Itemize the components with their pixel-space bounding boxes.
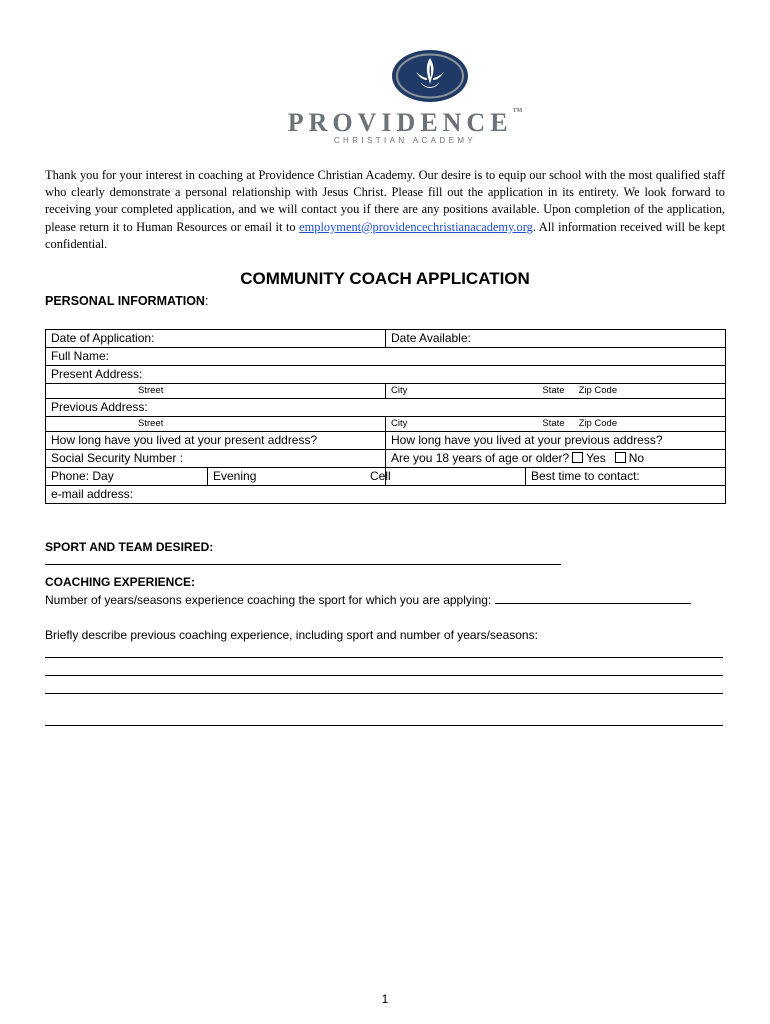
phone-cell-field[interactable]: Cell bbox=[386, 468, 526, 486]
previous-city-state-zip-field[interactable]: City State Zip Code bbox=[386, 417, 726, 432]
document-title: COMMUNITY COACH APPLICATION bbox=[240, 269, 530, 288]
intro-paragraph: Thank you for your interest in coaching at Providence Christian Academy. Our desire is to equip our school with the most qualified staff who clearly demonstrate a personal relationship with Jesus Christ. Please fill out the application in its entirety. We look forward to receiving your completed application, and we will contact you if there are any positions available. Upon completion of the application, please return it to Human Resources or email it to employment@providencechristianacademy.org. All information received will be kept confidential. bbox=[45, 168, 726, 251]
present-city-state-zip-field[interactable]: City State Zip Code bbox=[386, 384, 726, 399]
logo-subtitle: CHRISTIAN ACADEMY bbox=[333, 136, 477, 145]
sport-team-label: SPORT AND TEAM DESIRED: bbox=[45, 540, 214, 554]
present-address-field[interactable]: Present Address: bbox=[46, 366, 726, 384]
personal-info-heading: PERSONAL INFORMATION: bbox=[45, 294, 209, 308]
school-logo bbox=[0, 48, 770, 148]
yes-checkbox[interactable] bbox=[572, 452, 583, 463]
best-time-field[interactable]: Best time to contact: bbox=[526, 468, 726, 486]
describe-line[interactable] bbox=[45, 675, 723, 676]
phone-evening-field[interactable]: Evening bbox=[208, 468, 386, 486]
page-number: 1 bbox=[381, 992, 389, 1006]
ssn-field[interactable]: Social Security Number : bbox=[46, 450, 386, 468]
full-name-field[interactable]: Full Name: bbox=[46, 348, 726, 366]
phone-day-field[interactable]: Phone: Day bbox=[46, 468, 208, 486]
present-duration-field[interactable]: How long have you lived at your present address? bbox=[46, 432, 386, 450]
describe-line[interactable] bbox=[45, 693, 723, 694]
years-experience-input[interactable] bbox=[495, 593, 691, 604]
no-checkbox[interactable] bbox=[615, 452, 626, 463]
present-street-field[interactable]: Street bbox=[46, 384, 386, 399]
date-of-application-field[interactable]: Date of Application: bbox=[46, 330, 386, 348]
date-available-field[interactable]: Date Available: bbox=[386, 330, 726, 348]
previous-duration-field[interactable]: How long have you lived at your previous address? bbox=[386, 432, 726, 450]
age-question: Are you 18 years of age or older? Yes No bbox=[386, 450, 726, 468]
previous-address-field[interactable]: Previous Address: bbox=[46, 399, 726, 417]
personal-info-table bbox=[45, 329, 726, 504]
sport-team-row bbox=[45, 540, 725, 568]
describe-line[interactable] bbox=[45, 725, 723, 726]
coaching-experience-heading: COACHING EXPERIENCE: bbox=[45, 575, 196, 589]
email-link[interactable]: employment@providencechristianacademy.org bbox=[299, 219, 533, 234]
describe-line[interactable] bbox=[45, 657, 723, 658]
sport-team-input[interactable] bbox=[45, 554, 561, 565]
previous-street-field[interactable]: Street bbox=[46, 417, 386, 432]
logo-wordmark: PROVIDENCE™ bbox=[287, 108, 523, 137]
email-address-field[interactable]: e-mail address: bbox=[46, 486, 726, 504]
seal-emblem-icon bbox=[390, 48, 470, 104]
years-experience-label: Number of years/seasons experience coaching the sport for which you are applying: bbox=[45, 593, 492, 607]
describe-experience-label: Briefly describe previous coaching experience, including sport and number of years/seasons: bbox=[45, 628, 538, 642]
years-experience-row bbox=[45, 593, 725, 607]
